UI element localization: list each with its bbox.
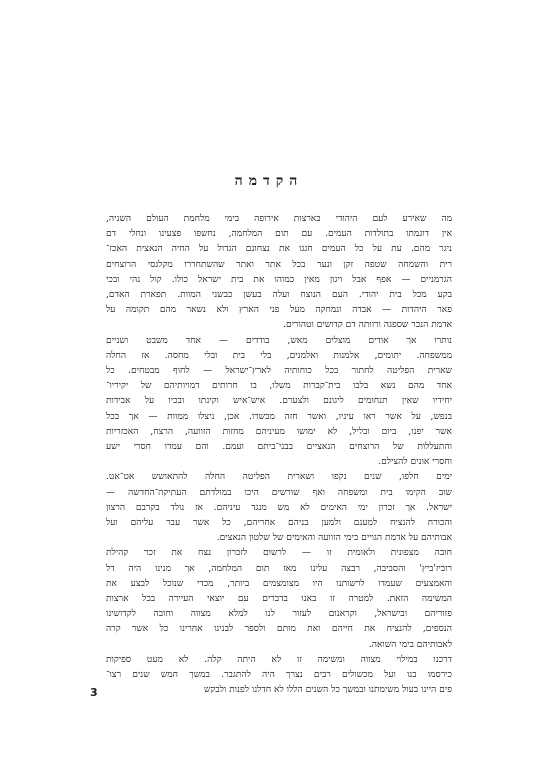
text-line: ישראל. אך זכרון ימי האימים לא מש מנגד עיניהם. אז נולד בקרבם הרצון [106,502,452,513]
text-line: יחידיו שאין תנחומים ליגונם ולצערם. איש־איש וקינתו ובכיו על אבידות [106,396,452,407]
text-line: דרכנו במילוי מצווה ומשימה זו לא היתה קלה. לא מעט ספיקות [106,654,452,665]
text-line: וחסרי אונים להצילם. [378,457,452,468]
text-line: לאבותיהם בימי השואה. [368,639,452,650]
text-line: ממשפחה. יתומים, אלמנות ואלמנים, בלי בית ובלי מחסה. אז החלה [106,350,452,361]
text-line: בנפש, על אשר ראו עיניו, ואשר חזה מבשרו. אכן, ניצלו ממוות — אך בכל [106,411,452,422]
paragraph [106,470,452,546]
text-line: אחד מהם נשא בלבו בית־קברות משלו, בו חרותים דמויותיהם של יקיריו־ [106,381,452,392]
text-line: והכורח להנציח למענם ולמען בניהם אחריהם, כל אשר עבר עליהם ועל [106,518,452,529]
text-line: שארית הפליטה לחתור בכל כוחותיה לארץ־ישראל — לחוף מבטחים. כל [106,366,452,377]
text-line: פזוריהם ובישראל, וקראנום לעזור לנו למלא מצווה וחובה לקדושינו [106,609,452,620]
text-line: והתעללות של הרוצחים הנאציים בבני־ביתם ועמם. והם עמדו חסרי ישע [106,442,452,453]
text-line: כירסמו בנו ועל מכשולים רבים נצרך היה להתגבר. במשך חמש שנים רצו־ [106,670,452,681]
text-line: אבותיהם על אדמת הגויים בימי הזוועה והאימים של שלטון הנאצים. [216,533,452,544]
text-line: רית והשמחה שטפה זקן ונער בכל אתר ואתר שהשתחררו מקלגסי הרוצחים [106,259,452,270]
page-title: הקדמה [234,173,304,189]
text-line: פאר היהדות — אבדה ונמחקה מעל פני הארץ ולא נשאר מהם תקומה על [106,305,452,316]
text-line: נותרו אך אודים מוצלים מאש, בודדים — אחד משבט ושניים [106,335,452,346]
text-line: רוביז'ביץ' והסביבה, רבצה עלינו מאז תום המלחמה, אך מנינו היה דל [106,563,452,574]
body-text [106,212,452,699]
text-line: בקע מכל בית יהודי. העם הנוצח ועלה בעשן כבשני המוות. תפארת האדם, [106,290,452,301]
paragraph [106,653,452,699]
text-line: ניגר מהם. עת על כל העמים חגגו את נצחונם הגדול על החיה הנאצית האכז־ [106,244,452,255]
text-line: הגרמניים — אפף אבל ויגון מאין כמוהו את בית ישראל כולו. קול נהי ובכי [106,274,452,285]
text-line: המשימה הזאת. למטרה זו באנו בדברים עם יוצאי העיירה בכל ארצות [106,594,452,605]
text-line: פים היינו בעול משימתנו ובמשך כל השנים הללו לא חדלנו לפנות ולבקש [203,685,452,696]
text-line: אין דוגמתו בתולדות העמים. עם תום המלחמה, נחשפו פצעינו ונחלי דם [106,229,452,240]
text-line: מה שאירע לעם היהודי בארצות אירופה בימי מלחמת העולם השניה, [106,214,452,224]
text-line: אדמת הנכר שספגה ורוותה דם קדושים וטהורים. [283,320,452,331]
text-line: והאמצעים שעמדו לרשותנו היו מצומצמים ביותר, מכדי שנוכל לבצע את [106,578,452,589]
text-line: ימים חלפו, שנים נקפו ושארית הפליטה החלה להתאושש אט־אט. [106,472,452,483]
text-line: הנספים, להנציח את חייהם ואת מותם ולספר לבנינו אחרינו כל אשר קרה [106,624,452,635]
text-line: אשר יפנו, ביום ובליל, לא ימושו מעיניהם מחזות הזוועה, הרצח, האכזריות [106,426,452,437]
page-number: 3 [90,686,98,699]
text-line: שוב הקימו בית ומשפחה ואף שורשים היכו במולדתם העתיקה־החדשה — [106,487,452,498]
paragraph [106,334,452,471]
text-line: חובה מצפונית ולאומית זו — לרשום לזכרון נצח את זכר קהילת [106,548,452,559]
paragraph [106,212,452,334]
paragraph [106,546,452,652]
